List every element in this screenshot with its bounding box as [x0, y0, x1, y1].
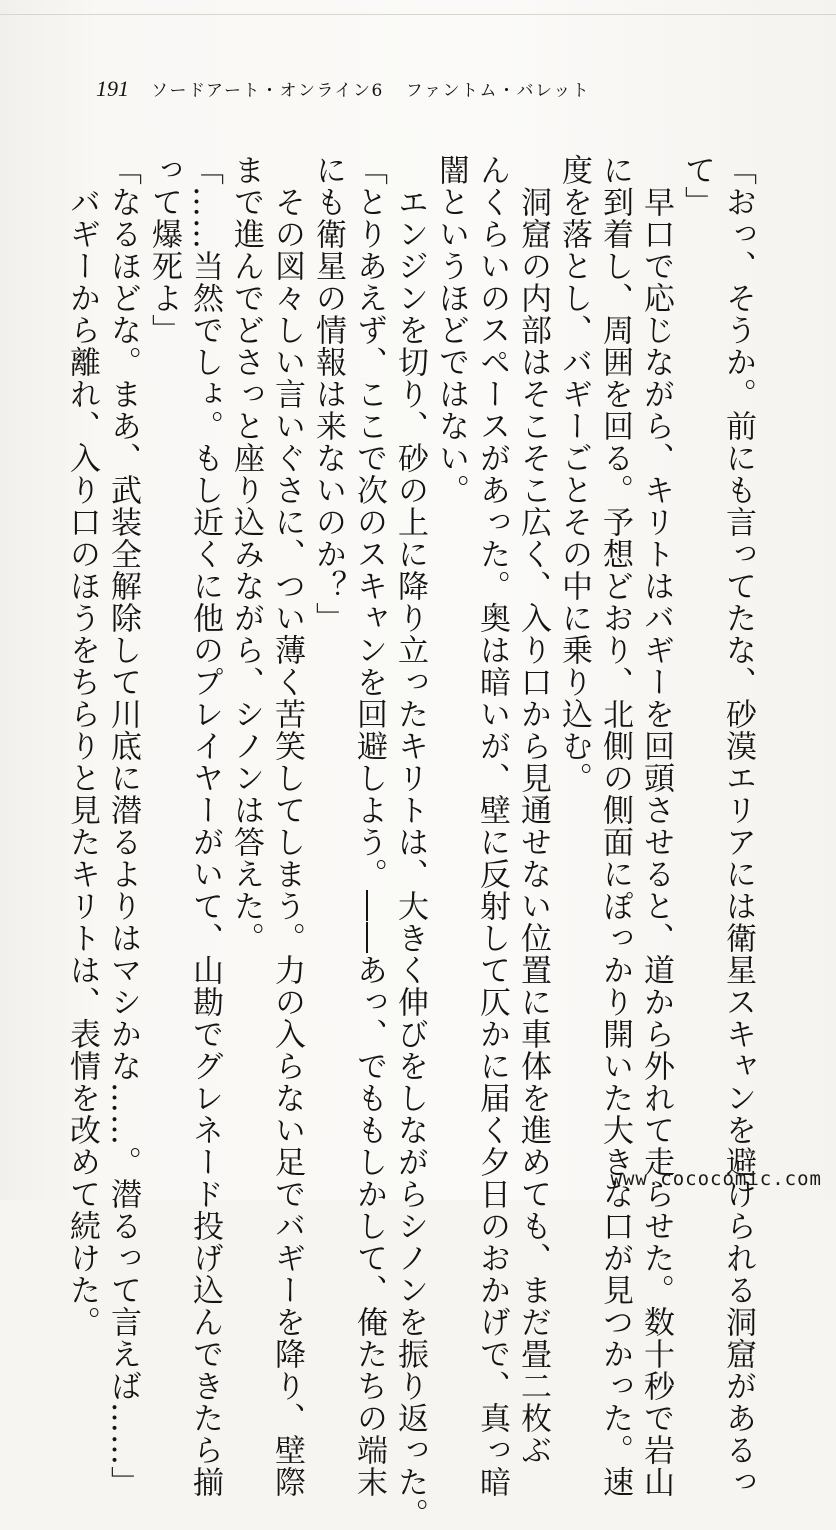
text-line: 「なるほどな。まあ、武装全解除して川底に潜るよりはマシかな……。潜るって言えば……」: [105, 154, 141, 1498]
text-line: って爆死よ」: [146, 154, 182, 346]
page-number: 191: [96, 76, 129, 101]
text-line: に到着し、周囲を回る。予想どおり、北側の側面にぽっかり開いた大きな口が見つかった。速: [597, 154, 633, 1498]
text-line: 早口で応じながら、キリトはバギーを回頭させると、道から外れて走らせた。数十秒で岩山: [638, 154, 674, 1498]
text-line: まで進んでどさっと座り込みながら、シノンは答えた。: [228, 154, 264, 954]
text-line: 「おっ、そうか。前にも言ってたな、砂漠エリアには衛星スキャンを避けられる洞窟があるっ: [720, 154, 756, 1498]
running-head: [96, 76, 590, 106]
text-line: 洞窟の内部はそこそこ広く、入り口から見通せない位置に車体を進めても、まだ畳二枚ぶ: [515, 154, 551, 1466]
text-line: バギーから離れ、入り口のほうをちらりと見たキリトは、表情を改めて続けた。: [64, 154, 100, 1338]
text-line: て」: [679, 154, 715, 218]
series-title: ソードアート・オンライン6: [151, 81, 384, 101]
text-line: 闇というほどではない。: [433, 154, 469, 506]
text-line: んくらいのスペースがあった。奥は暗いが、壁に反射して仄かに届く夕日のおかげで、真っ暗: [474, 154, 510, 1498]
watermark-url: www.cococomic.com: [610, 1168, 822, 1190]
text-line: エンジンを切り、砂の上に降り立ったキリトは、大きく伸びをしながらシノンを振り返った。: [392, 154, 428, 1530]
volume-subtitle: ファントム・バレット: [405, 81, 591, 101]
page-top-edge: [0, 14, 836, 15]
text-line: 「とりあえず、ここで次のスキャンを回避しよう。――あっ、でももしかして、俺たちの端末: [351, 154, 387, 1498]
text-line: 「……当然でしょ。もし近くに他のプレイヤーがいて、山勘でグレネード投げ込んできたら揃: [187, 154, 223, 1498]
text-line: 度を落とし、バギーごとその中に乗り込む。: [556, 154, 592, 794]
text-line: その図々しい言いぐさに、つい薄く苦笑してしまう。力の入らない足でバギーを降り、壁際: [269, 154, 305, 1498]
text-line: にも衛星の情報は来ないのか？」: [310, 154, 346, 634]
